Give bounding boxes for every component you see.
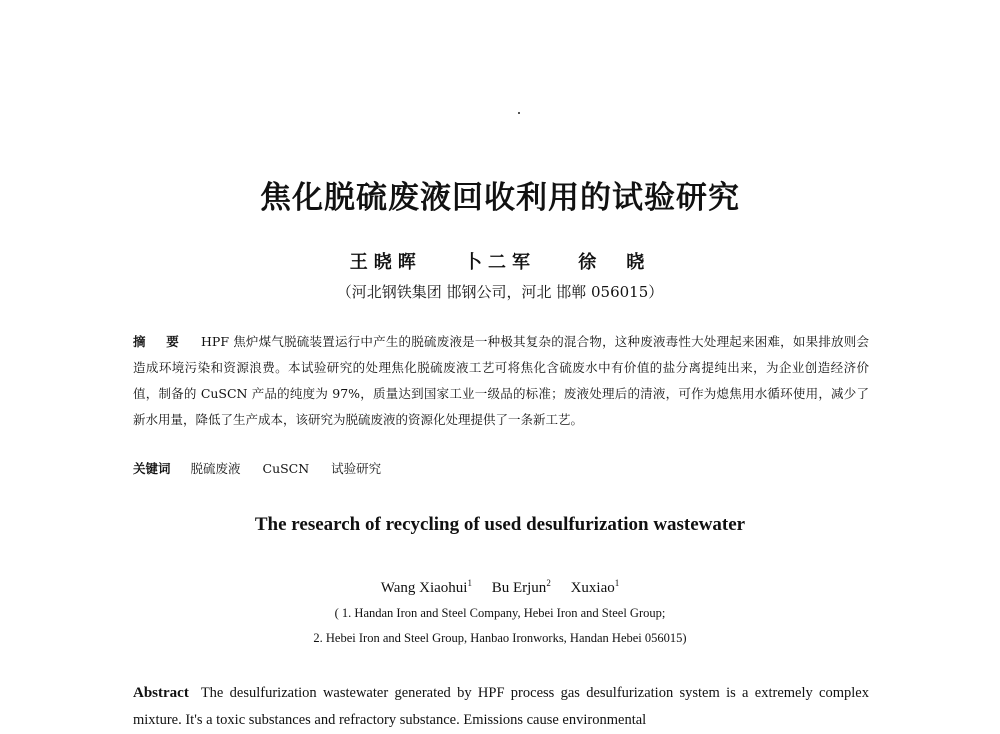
english-author-2-affil-mark: 2 <box>546 578 551 588</box>
speck <box>518 112 520 114</box>
keywords-label: 关键词 <box>133 461 171 476</box>
author-3: 徐 晓 <box>578 252 651 273</box>
english-author-3 <box>571 580 620 596</box>
english-abstract <box>133 680 869 734</box>
english-title: The research of recycling of used desulfurization wastewater <box>254 514 746 535</box>
english-author-2 <box>492 580 551 596</box>
english-authors <box>0 578 1000 597</box>
english-abstract-text: The desulfurization wastewater generated by HPF process gas desulfurization system is a extremely complex mixture. It's a toxic substances and refractory substance. Emissions cause environmental <box>133 685 869 728</box>
chinese-abstract-text: HPF 焦炉煤气脱硫装置运行中产生的脱硫废液是一种极其复杂的混合物，这种废液毒性大处理起来困难，如果排放则会造成环境污染和资源浪费。本试验研究的处理焦化脱硫废液工艺可将焦化含硫废水中有价值的盐分离提纯出来，为企业创造经济价值，制备的 CuSCN 产品的纯度为 97%，质量达到国家工业一级品的标准；废液处理后的清液，可作为熄焦用水循环使用，减少了新水用量，降低了生产成本，该研究为脱硫废液的资源化处理提供了一条新工艺。 <box>133 334 869 427</box>
author-1: 王晓晖 <box>349 252 422 273</box>
chinese-abstract-label: 摘 要 <box>133 334 188 349</box>
chinese-abstract <box>133 329 869 433</box>
chinese-authors <box>0 248 1000 274</box>
english-author-1 <box>381 580 472 596</box>
keyword-1: 脱硫废液 <box>190 461 241 476</box>
chinese-title: 焦化脱硫废液回收利用的试验研究 <box>260 180 740 216</box>
english-author-1-affil-mark: 1 <box>467 578 472 588</box>
chinese-affiliation: （河北钢铁集团 邯钢公司，河北 邯郸 056015） <box>336 283 664 301</box>
english-affiliation-line-1: ( 1. Handan Iron and Steel Company, Hebei Iron and Steel Group; <box>334 606 666 620</box>
chinese-keywords <box>133 459 869 477</box>
english-author-2-name: Bu Erjun <box>491 580 547 596</box>
keyword-2: CuSCN <box>262 461 310 476</box>
english-affiliation-line-2: 2. Hebei Iron and Steel Group, Hanbao Ironworks, Handan Hebei 056015) <box>313 631 687 645</box>
english-author-1-name: Wang Xiaohui <box>380 580 468 596</box>
english-abstract-label: Abstract <box>133 685 189 701</box>
english-author-3-affil-mark: 1 <box>614 578 620 588</box>
author-2: 卜二军 <box>464 252 536 273</box>
keyword-3: 试验研究 <box>331 461 382 476</box>
english-author-3-name: Xuxiao <box>570 580 615 596</box>
